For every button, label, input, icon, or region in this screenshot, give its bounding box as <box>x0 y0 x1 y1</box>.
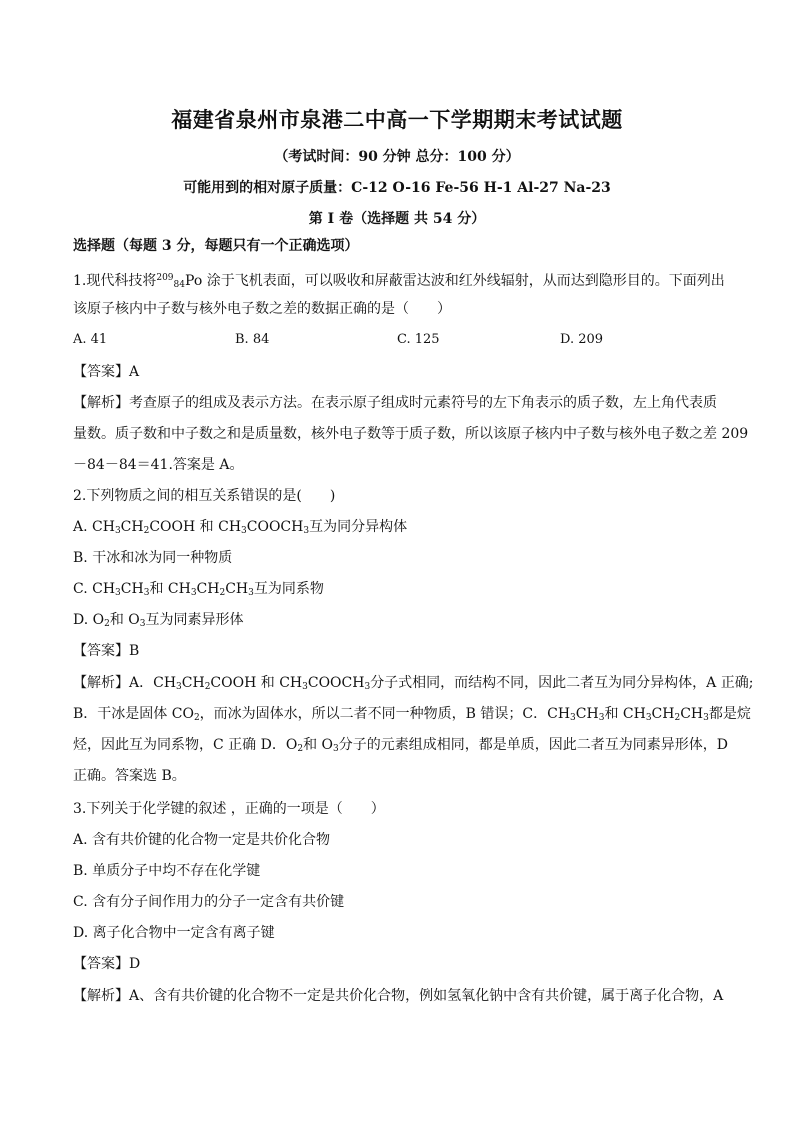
q1-analysis-line2: 量数。质子数和中子数之和是质量数，核外电子数等于质子数，所以该原子核内中子数与核外电子数之差 209 <box>73 426 749 442</box>
q3-analysis-line1: 【解析】A、含有共价键的化合物不一定是共价化合物，例如氢氧化钠中含有共价键，属于离子化合物，A <box>73 988 724 1004</box>
q3-option-d: D. 离子化合物中一定含有离子键 <box>73 925 275 941</box>
q2-option-b: B. 干冰和冰为同一种物质 <box>73 550 233 566</box>
isotope-atomic-number: 84 <box>173 280 185 290</box>
q1-analysis-line3: －84－84＝41.答案是 A。 <box>73 457 244 473</box>
q2-analysis-line3: 烃，因此互为同系物，C 正确 D．$O_2$和 $O_3$分子的元素组成相同，都是单质，因此二者互为同素异形体，D <box>73 737 728 754</box>
q1-stem-line2: 该原子核内中子数与核外电子数之差的数据正确的是（ ） <box>73 301 451 317</box>
section-heading: 选择题（每题 3 分，每题只有一个正确选项） <box>73 238 359 254</box>
page-title: 福建省泉州市泉港二中高一下学期期末考试试题 <box>171 107 623 132</box>
q1-stem-line1: 1.现代科技将$^{209}_{84}$Po 涂于飞机表面，可以吸收和屏蔽雷达波和红外线辐射，从而达到隐形目的。下面列出 <box>73 273 725 290</box>
q2-option-c: C. $CH_3CH_3$和 $CH_3CH_2CH_3$互为同系物 <box>73 581 324 598</box>
q1-option-c: C. 125 <box>397 332 440 347</box>
volume-title: 第 Ⅰ 卷（选择题 共 54 分） <box>308 211 486 227</box>
exam-info: （考试时间：90 分钟 总分：100 分） <box>274 149 520 165</box>
q3-stem: 3.下列关于化学键的叙述 ，正确的一项是（ ） <box>73 801 385 817</box>
atomic-masses: 可能用到的相对原子质量：C-12 O-16 Fe-56 H-1 Al-27 Na-23 <box>183 180 611 196</box>
isotope-symbol: Po <box>185 273 203 289</box>
q2-analysis-line2: B．干冰是固体 $CO_2$，而冰为固体水，所以二者不同一种物质，B 错误；C．$CH_3CH_3$和 $CH_3CH_2CH_3$都是烷 <box>73 706 751 723</box>
q2-stem: 2.下列物质之间的相互关系错误的是( ) <box>73 488 336 504</box>
q1-analysis-line1: 【解析】考查原子的组成及表示方法。在表示原子组成时元素符号的左下角表示的质子数，左上角代表质 <box>73 395 717 411</box>
q2-option-a: A. $CH_3CH_2COOH$ 和 $CH_3COOCH_3$互为同分异构体 <box>73 519 408 536</box>
q2-analysis-line4: 正确。答案选 B。 <box>73 768 186 784</box>
q2-analysis-line1: 【解析】A．$CH_3CH_2COOH$ 和 $CH_3COOCH_3$分子式相同，而结构不同，因此二者互为同分异构体，A 正确; <box>73 675 754 692</box>
isotope-mass-number: 209 <box>156 273 174 283</box>
q2-option-d: D. $O_2$和 $O_3$互为同素异形体 <box>73 612 244 629</box>
q1-answer: 【答案】A <box>73 364 140 380</box>
q3-answer: 【答案】D <box>73 956 141 972</box>
q3-option-b: B. 单质分子中均不存在化学键 <box>73 863 261 879</box>
q1-option-b: B. 84 <box>235 332 270 347</box>
q1-option-d: D. 209 <box>560 332 604 347</box>
q3-option-a: A. 含有共价键的化合物一定是共价化合物 <box>73 832 331 848</box>
q3-option-c: C. 含有分子间作用力的分子一定含有共价键 <box>73 894 345 910</box>
q2-answer: 【答案】B <box>73 643 140 659</box>
q1-option-a: A. 41 <box>73 332 108 347</box>
